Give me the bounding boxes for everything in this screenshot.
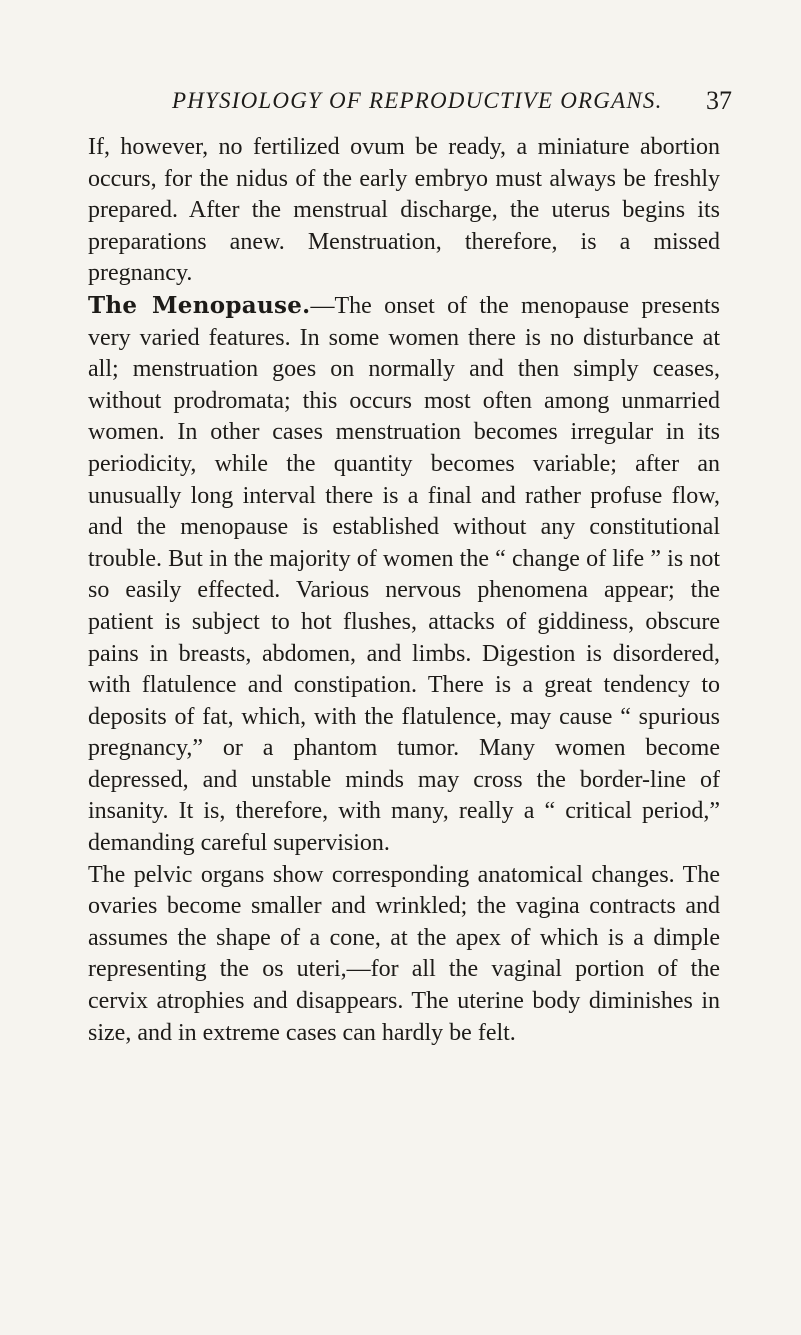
paragraph-3: The pelvic organs show corresponding anatomical changes. The ovaries become smaller and wrinkled; the vagina contracts and assumes the shape of a cone, at the apex of which is a dimple representing the os uteri,—for all the vaginal portion of the cervix atrophies and disappears. The uterine body diminishes in size, and in extreme cases can hardly be felt.: [88, 861, 720, 1046]
paragraph-1: If, however, no fertilized ovum be ready, a miniature abortion occurs, for the nidus of the early embryo must always be freshly prepared. After the menstrual discharge, the uterus begins its preparations anew. Menstruation, therefore, is a missed pregnancy.: [88, 134, 720, 287]
body-text: [88, 132, 720, 1049]
paragraph-2: [88, 290, 720, 860]
running-title: PHYSIOLOGY OF REPRODUCTIVE ORGANS.: [172, 88, 663, 113]
section-heading-menopause: The Menopause.: [88, 291, 311, 319]
paragraph-2-text: —The onset of the menopause presents very varied features. In some women there is no disturbance at all; menstruation goes on normally and then simply ceases, without prodromata; this occurs most often among unmarried women. In other cases menstruation becomes irregular in its periodicity, while the quantity becomes variable; after an unusually long interval there is a final and rather profuse flow, and the menopause is established without any constitutional trouble. But in the majority of women the “ change of life ” is not so easily effected. Various nervous phenomena appear; the patient is subject to hot flushes, attacks of giddiness, obscure pains in breasts, abdomen, and limbs. Digestion is disordered, with flatulence and constipation. There is a great tendency to deposits of fat, which, with the flatulence, may cause “ spurious pregnancy,” or a phantom tumor. Many women become depressed, and unstable minds may cross the border-line of insanity. It is, therefore, with many, really a “ critical period,” demanding careful supervision.: [88, 292, 720, 857]
page-number: 37: [706, 86, 732, 115]
